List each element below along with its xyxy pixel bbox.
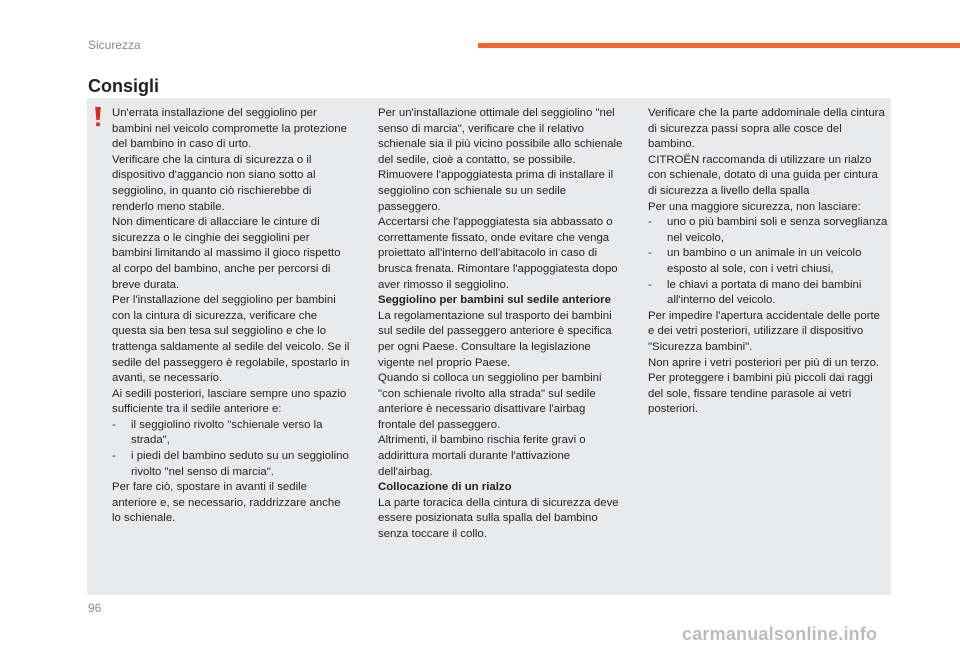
page-number: 96 (88, 601, 102, 615)
paragraph: Verificare che la parte addominale della cintura di sicurezza passi sopra alle cosce del bambino. (648, 107, 885, 151)
paragraph: La regolamentazione sul trasporto dei bambini sul sedile del passeggero anteriore è specifica per ogni Paese. Consultare la legislazione vigente nel proprio Paese. (378, 309, 612, 369)
subheading-booster: Collocazione di un rialzo (378, 481, 512, 494)
paragraph: Verificare che la cintura di sicurezza o il dispositivo d'aggancio non siano sotto al seggiolino, in quanto ciò rischierebbe di renderlo meno stabile. (112, 153, 316, 213)
paragraph: Quando si colloca un seggiolino per bambini "con schienale rivolto alla strada" sul sedile anteriore è necessario disattivare l'airbag frontale del passeggero. (378, 372, 602, 431)
subheading-front-seat: Seggiolino per bambini sul sedile anteriore (378, 294, 611, 307)
paragraph: Per l'installazione del seggiolino per bambini con la cintura di sicurezza, verificare che questa sia ben tesa sul seggiolino e che lo trattenga saldamente al sedile del veicolo. Se il sedile del passeggero è regolabile, spostarlo in avanti, se necessario. (112, 294, 350, 385)
watermark: carmanualsonline.info (682, 624, 878, 644)
list-item: - le chiavi a portata di mano dei bambini all'interno del veicolo. (648, 278, 888, 309)
page-title: Consigli (88, 76, 159, 96)
paragraph: CITROËN raccomanda di utilizzare un rialzo con schienale, dotato di una guida per cintura di sicurezza a livello della spalla (648, 153, 878, 197)
paragraph: La parte toracica della cintura di sicurezza deve essere posizionata sulla spalla del bambino senza toccare il collo. (378, 496, 619, 541)
list-item: - un bambino o un animale in un veicolo esposto al sole, con i vetri chiusi, (648, 246, 888, 277)
paragraph: Non aprire i vetri posteriori per più di un terzo. (648, 356, 880, 369)
paragraph: Non dimenticare di allacciare le cinture di sicurezza o le cinghie dei seggiolini per bambini limitando al massimo il gioco rispetto al corpo del bambino, anche per percorsi di breve durata. (112, 216, 341, 291)
list-item: - il seggiolino rivolto "schienale verso la strada", (112, 418, 352, 449)
list-item: - i piedi del bambino seduto su un seggiolino rivolto "nel senso di marcia". (112, 449, 352, 480)
exclamation-warning-icon (94, 107, 102, 127)
paragraph: Un'errata installazione del seggiolino per bambini nel veicolo compromette la protezione del bambino in caso di urto. (112, 107, 347, 151)
section-label: Sicurezza (88, 38, 141, 52)
section-accent-rule (478, 43, 960, 48)
paragraph: Per una maggiore sicurezza, non lasciare: (648, 200, 861, 213)
paragraph: Accertarsi che l'appoggiatesta sia abbassato o correttamente fissato, onde evitare che venga proiettato all'interno dell'abitacolo in caso di brusca frenata. Rimontare l'appoggiatesta dopo aver rimosso il seggiolino. (378, 216, 618, 291)
paragraph: Ai sedili posteriori, lasciare sempre uno spazio sufficiente tra il sedile anteriore e: (112, 387, 347, 416)
paragraph: Rimuovere l'appoggiatesta prima di installare il seggiolino con schienale su un sedile passeggero. (378, 169, 614, 213)
advice-column-3 (648, 106, 888, 418)
paragraph: Per proteggere i bambini più piccoli dai raggi del sole, fissare tendine parasole ai vetri posteriori. (648, 372, 873, 416)
list-item: - uno o più bambini soli e senza sorveglianza nel veicolo, (648, 215, 888, 246)
paragraph: Per impedire l'apertura accidentale delle porte e dei vetri posteriori, utilizzare il dispositivo "Sicurezza bambini". (648, 309, 881, 353)
paragraph: Per un'installazione ottimale del seggiolino "nel senso di marcia", verificare che il relativo schienale sia il più vicino possibile allo schienale del sedile, cioè a contatto, se possibile. (378, 107, 623, 166)
advice-column-2 (378, 106, 623, 543)
advice-column-1 (112, 106, 352, 527)
paragraph: Per fare ciò, spostare in avanti il sedile anteriore e, se necessario, raddrizzare anche lo schienale. (112, 481, 341, 525)
paragraph: Altrimenti, il bambino rischia ferite gravi o addirittura mortali durante l'attivazione dell'airbag. (378, 434, 586, 478)
